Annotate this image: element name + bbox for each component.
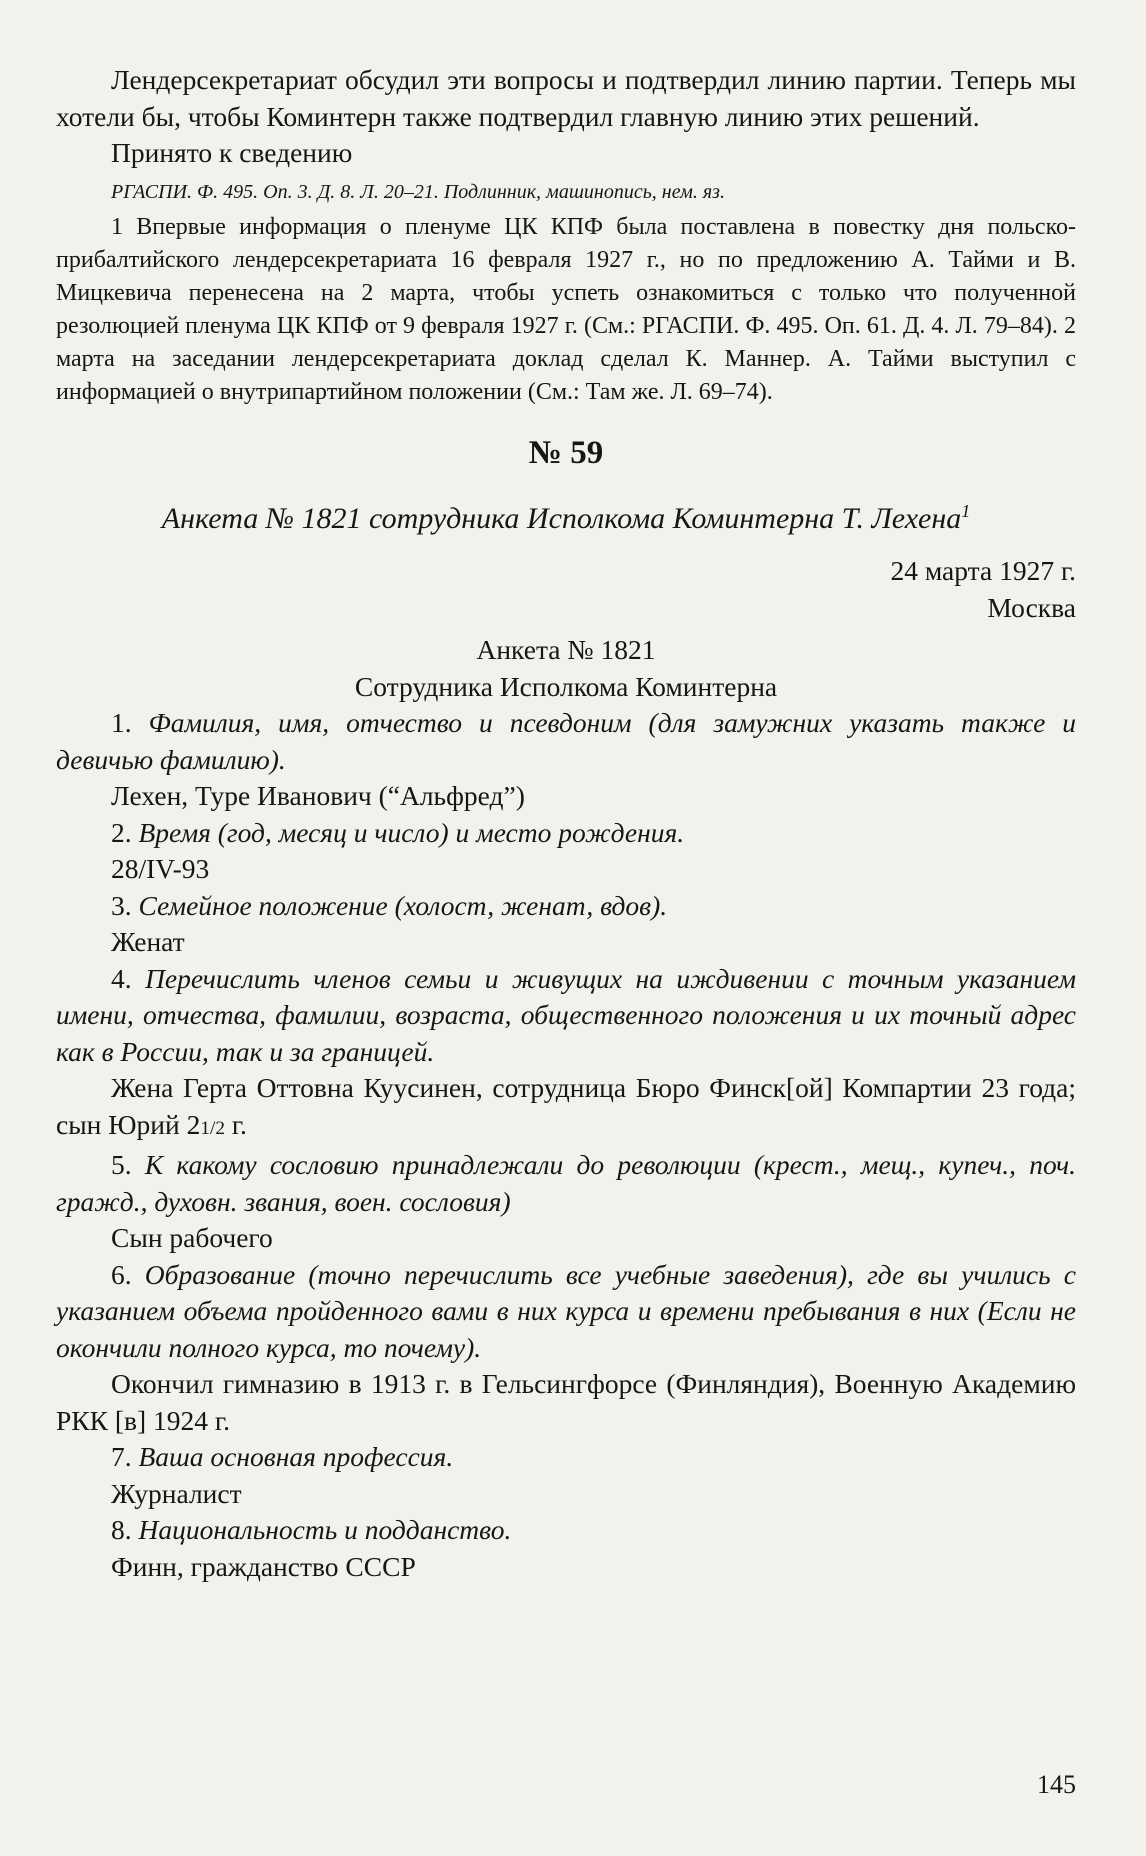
question-5 xyxy=(56,1147,1076,1220)
answer-4-fraction: 1/2 xyxy=(200,1117,225,1139)
question-number: 8. xyxy=(111,1514,132,1545)
question-6 xyxy=(56,1257,1076,1367)
form-heading: Анкета № 1821 xyxy=(476,634,656,665)
question-text: Образование (точно перечислить все учебные заведения), где вы учились с указанием объема пройденного вами в них курса и времени пребывания в них (Если не окончили полного курса, то почему). xyxy=(56,1258,1077,1363)
question-1 xyxy=(56,705,1076,778)
footnote-text: Впервые информация о пленуме ЦК КПФ была поставлена в повестку дня польско-прибалтийского лендерсекретариата 16 февраля 1927 г., но по предложению А. Тайми и В. Мицкевича перенесена на 2 марта, чтобы успеть ознакомиться с только что полученной резолюцией пленума ЦК КПФ от 9 февраля 1927 г. (См.: РГАСПИ. Ф. 495. Оп. 61. Д. 4. Л. 79–84). 2 марта на заседании лендерсекретариата доклад сделал К. Маннер. А. Тайми выступил с информацией о внутрипартийном положении (См.: Там же. Л. 69–74). xyxy=(56,213,1076,405)
document-title-text: Анкета № 1821 сотрудника Исполкома Коминтерна Т. Лехена xyxy=(161,502,962,535)
question-text: Фамилия, имя, отчество и псевдоним (для замужних указать также и девичью фамилию). xyxy=(56,707,1077,775)
question-4 xyxy=(56,961,1076,1071)
question-text: К какому сословию принадлежали до революции (крест., мещ., купеч., поч. гражд., духовн. звания, воен. сословия) xyxy=(56,1149,1076,1217)
document-title-footnote-marker: 1 xyxy=(961,501,971,521)
answer-8: Финн, гражданство СССР xyxy=(111,1550,416,1582)
intro-paragraph: Лендерсекретариат обсудил эти вопросы и подтвердил линию партии. Теперь мы хотели бы, чтобы Коминтерн также подтвердил главную линию этих решений. xyxy=(56,64,1076,132)
accepted-note: Принято к сведению xyxy=(111,137,353,168)
answer-5: Сын рабочего xyxy=(111,1222,273,1253)
question-number: 4. xyxy=(111,962,132,994)
page-number: 145 xyxy=(1037,1770,1076,1799)
answer-6: Окончил гимназию в 1913 г. в Гельсингфорсе (Финляндия), Военную Академию РКК [в] 1924 г. xyxy=(56,1368,1076,1436)
question-number: 6. xyxy=(111,1258,132,1290)
answer-1: Лехен, Туре Иванович (“Альфред”) xyxy=(111,780,525,811)
answer-4-text: Жена Герта Оттовна Куусинен, сотрудница Бюро Финск[ой] Компартии 23 года; сын Юрий 2 xyxy=(56,1072,1076,1140)
form-subheading: Сотрудника Исполкома Коминтерна xyxy=(354,670,778,702)
answer-7: Журналист xyxy=(111,1477,242,1509)
document-place: Москва xyxy=(987,591,1076,623)
question-text: Перечислить членов семьи и живущих на иждивении с точным указанием имени, отчества, фамилии, возраста, общественного положения и их точный адрес как в России, так и за границей. xyxy=(56,962,1076,1067)
question-8 xyxy=(56,1512,1076,1549)
question-text: Ваша основная профессия. xyxy=(138,1441,454,1472)
question-text: Время (год, месяц и число) и место рождения. xyxy=(138,816,685,848)
answer-4 xyxy=(56,1070,1076,1147)
question-number: 2. xyxy=(111,816,132,848)
source-reference: РГАСПИ. Ф. 495. Оп. 3. Д. 8. Л. 20–21. Подлинник, машинопись, нем. яз. xyxy=(111,180,725,203)
answer-4-tail: г. xyxy=(224,1108,247,1140)
answer-3: Женат xyxy=(111,926,185,957)
question-7 xyxy=(56,1439,1076,1476)
footnote xyxy=(56,211,1076,409)
footnote-marker: 1 xyxy=(111,213,123,240)
answer-2: 28/IV-93 xyxy=(111,853,210,884)
question-3 xyxy=(56,888,1076,925)
question-text: Семейное положение (холост, женат, вдов). xyxy=(138,889,668,921)
question-number: 1. xyxy=(111,707,132,738)
question-number: 7. xyxy=(111,1441,132,1472)
question-number: 5. xyxy=(111,1149,132,1180)
question-number: 3. xyxy=(111,889,132,921)
document-title xyxy=(56,491,1076,539)
document-date: 24 марта 1927 г. xyxy=(890,555,1076,586)
page-body xyxy=(56,62,1076,1585)
document-number: № 59 xyxy=(528,434,604,471)
question-2 xyxy=(56,815,1076,852)
question-text: Национальность и подданство. xyxy=(138,1514,512,1545)
